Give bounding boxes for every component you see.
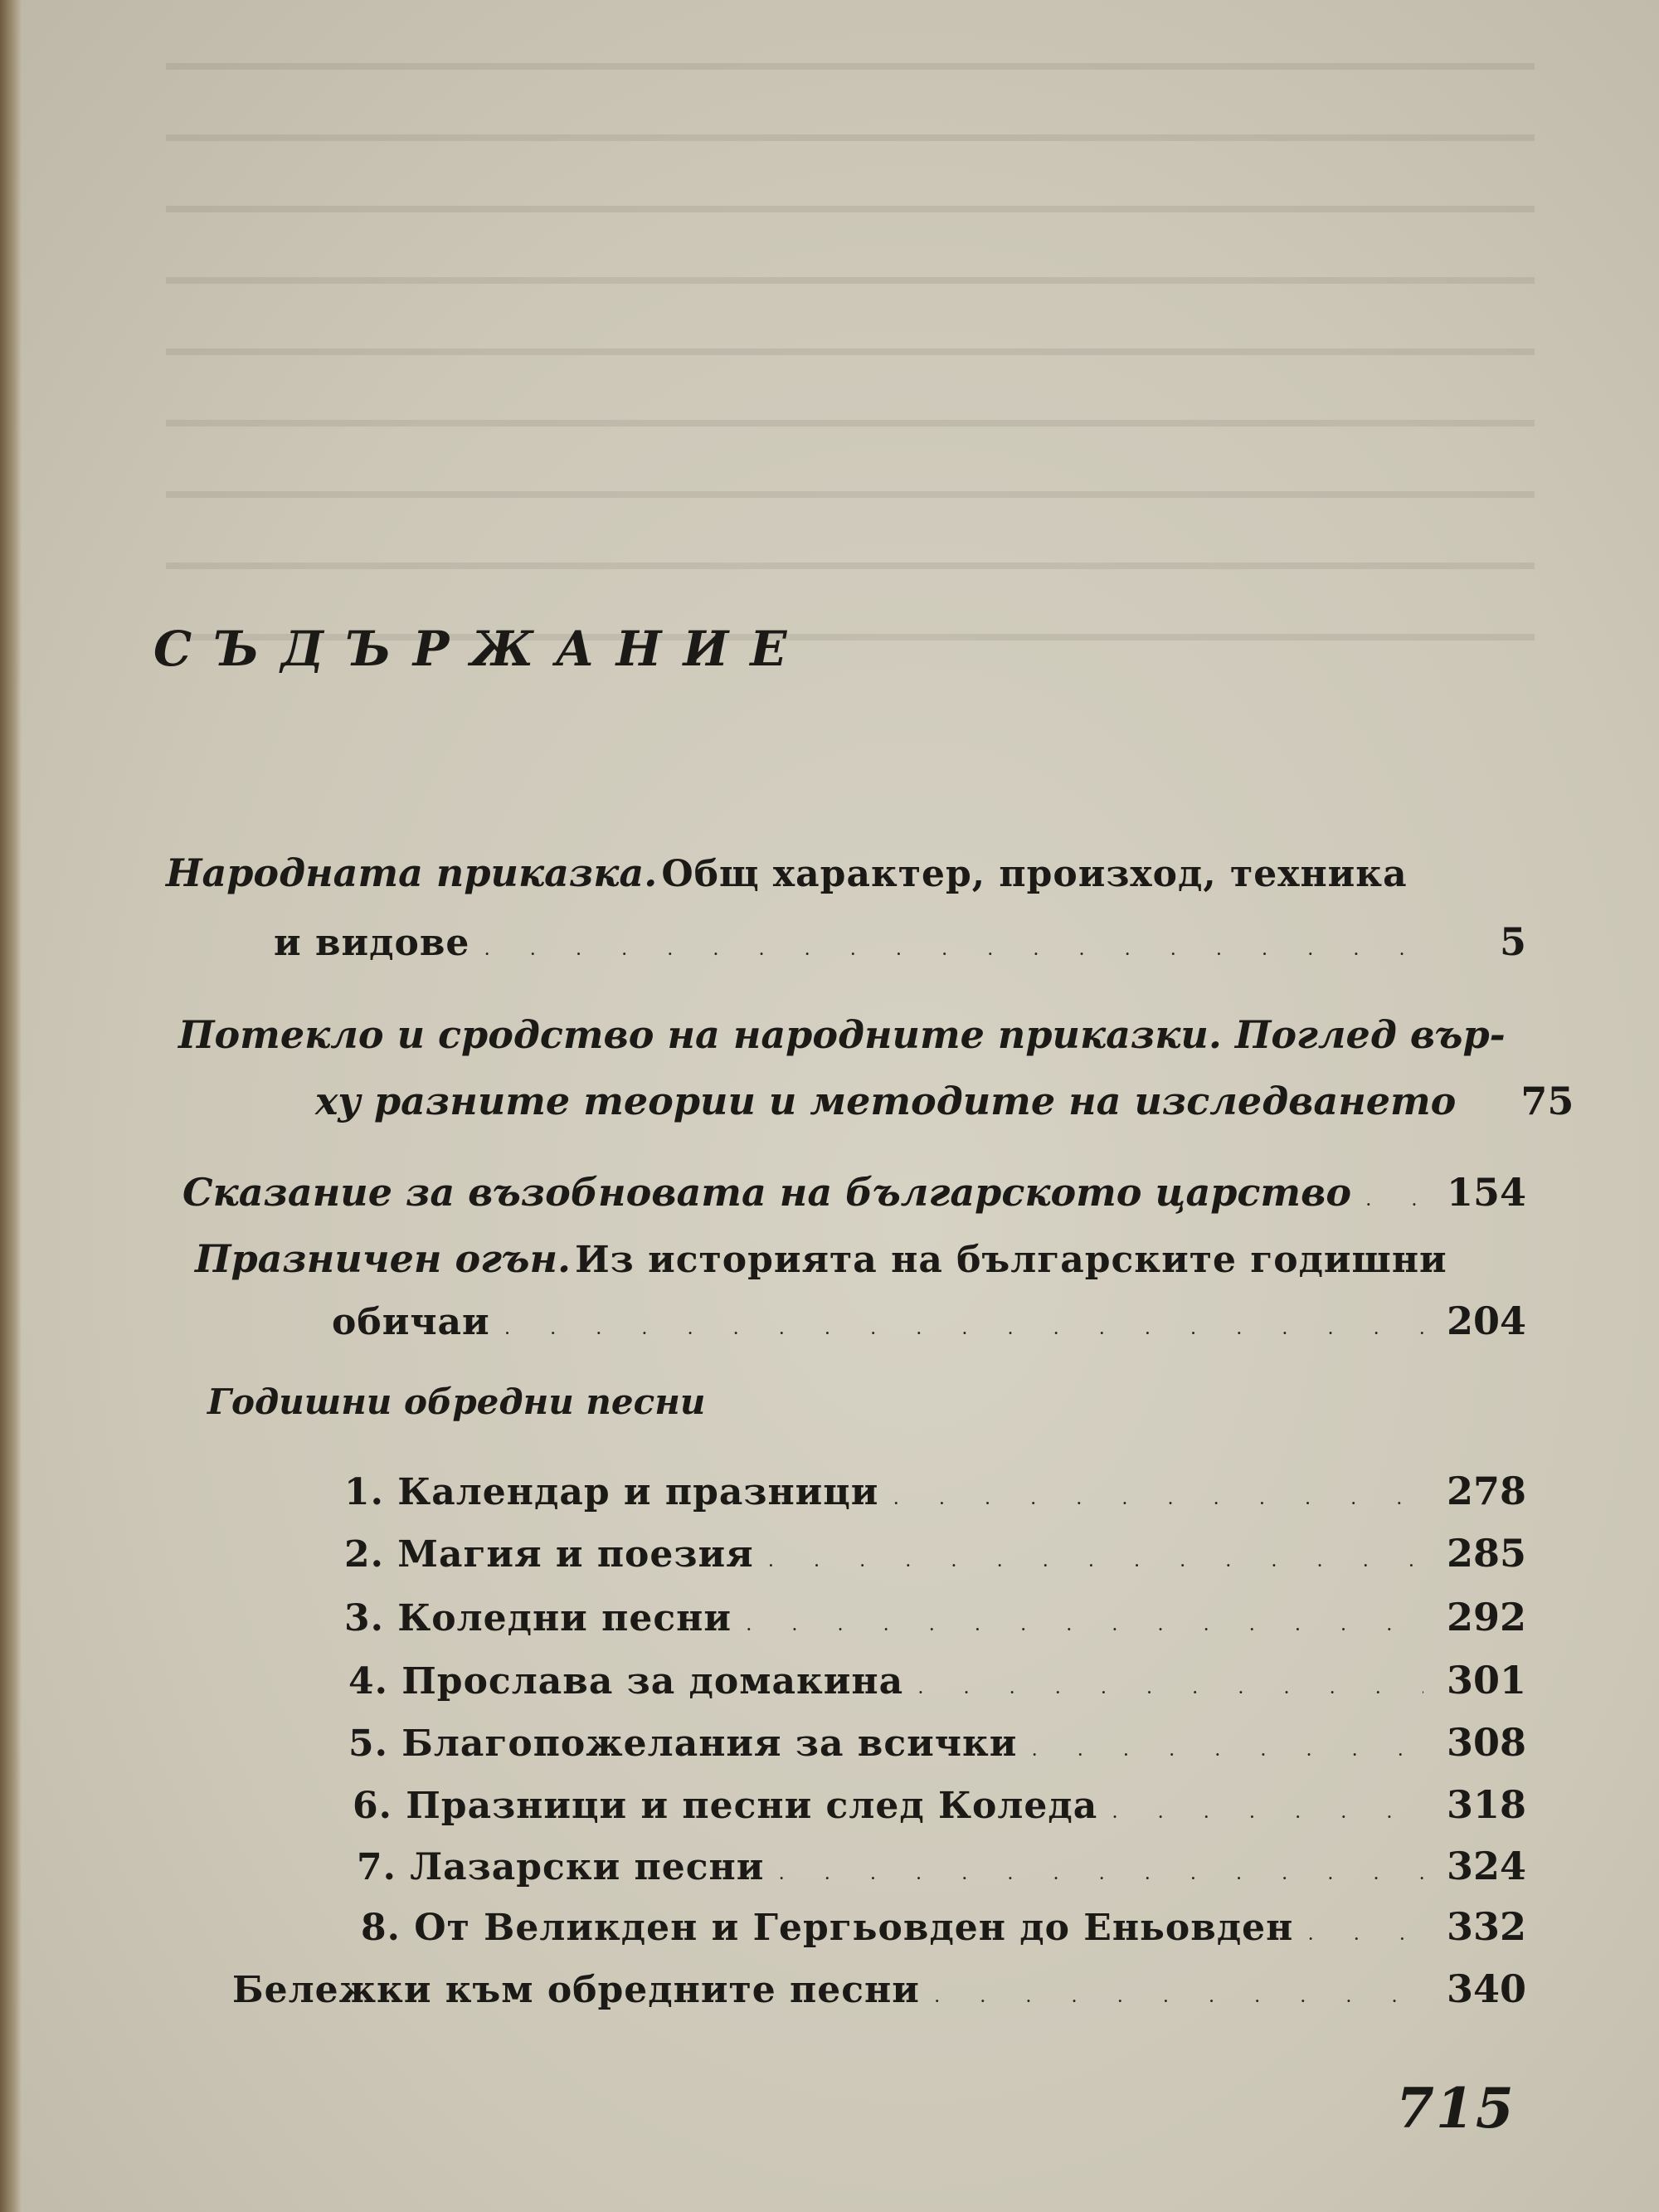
dot-leader <box>1293 1927 1423 1943</box>
dot-leader <box>920 1990 1423 2005</box>
page-title: СЪДЪРЖАНИЕ <box>153 621 809 677</box>
toc-sub-entry-label: 3. Коледни песни <box>344 1597 732 1640</box>
toc-sub-entry-8[interactable] <box>361 1904 1526 1949</box>
toc-sub-entry-5[interactable] <box>348 1720 1526 1765</box>
toc-sub-entry-1[interactable] <box>344 1469 1526 1513</box>
toc-entry-4-italic: Празничен огън. <box>195 1236 572 1281</box>
toc-entry-2-italic: Потекло и сродство на народните приказки. Поглед вър- <box>178 1012 1506 1057</box>
dot-leader <box>1017 1743 1423 1759</box>
toc-entry-1-italic: Народната приказка. <box>166 850 658 895</box>
toc-entry-3-label: Сказание за възобновата на българското царство <box>182 1170 1351 1215</box>
dot-leader <box>469 943 1423 958</box>
dot-leader <box>1456 1102 1471 1118</box>
dot-leader <box>1351 1193 1423 1209</box>
dot-leader <box>878 1492 1423 1508</box>
dot-leader <box>1097 1805 1423 1821</box>
toc-sub-entry-page: 301 <box>1446 1658 1526 1703</box>
toc-sub-entry-label: 2. Магия и поезия <box>344 1533 754 1576</box>
toc-sub-entry-label: 6. Празници и песни след Коледа <box>353 1785 1098 1827</box>
toc-entry-2[interactable] <box>315 1079 1574 1123</box>
dot-leader <box>732 1618 1423 1634</box>
toc-entry-2-heading <box>178 1012 1506 1057</box>
toc-entry-3[interactable] <box>182 1170 1526 1215</box>
toc-sub-entry-page: 308 <box>1446 1720 1526 1765</box>
toc-entry-3-page: 154 <box>1446 1170 1526 1215</box>
toc-entry-1[interactable] <box>274 919 1526 964</box>
toc-sub-entry-2[interactable] <box>344 1531 1526 1576</box>
toc-sub-entry-label: 7. Лазарски песни <box>357 1846 765 1888</box>
toc-sub-entry-label: 4. Прослава за домакина <box>348 1660 904 1703</box>
toc-notes-page: 340 <box>1446 1966 1526 2011</box>
toc-sub-entry-page: 285 <box>1446 1531 1526 1576</box>
toc-sub-entry-7[interactable] <box>357 1844 1526 1888</box>
toc-section-label: Годишни обредни песни <box>207 1381 706 1422</box>
toc-sub-entry-page: 324 <box>1446 1844 1526 1888</box>
toc-sub-entry-3[interactable] <box>344 1595 1526 1640</box>
toc-section-heading <box>207 1381 705 1422</box>
toc-sub-entry-page: 318 <box>1446 1782 1526 1827</box>
toc-sub-entry-label: 5. Благопожелания за всички <box>348 1722 1018 1765</box>
dot-leader <box>764 1867 1423 1883</box>
dot-leader <box>754 1554 1423 1570</box>
page-number: 715 <box>1396 2076 1515 2141</box>
toc-entry-1-heading <box>166 850 1408 895</box>
toc-entry-4-roman: Из историята на българските годишни <box>575 1239 1447 1281</box>
toc-notes-entry[interactable] <box>232 1966 1526 2011</box>
toc-sub-entry-label: 8. От Великден и Гергьовден до Еньовден <box>361 1907 1294 1949</box>
toc-notes-label: Бележки към обредните песни <box>232 1969 920 2011</box>
dot-leader <box>490 1322 1423 1337</box>
toc-entry-4-label: обичаи <box>332 1301 490 1343</box>
toc-sub-entry-6[interactable] <box>353 1782 1526 1827</box>
toc-sub-entry-label: 1. Календар и празници <box>344 1471 879 1513</box>
toc-entry-4-page: 204 <box>1446 1298 1526 1343</box>
dot-leader <box>903 1681 1423 1697</box>
toc-entry-1-label: и видове <box>274 922 470 964</box>
toc-sub-entry-page: 332 <box>1446 1904 1526 1949</box>
toc-sub-entry-page: 278 <box>1446 1469 1526 1513</box>
toc-sub-entry-page: 292 <box>1446 1595 1526 1640</box>
toc-entry-2-label: ху разните теории и методите на изследването <box>315 1079 1457 1123</box>
toc-entry-4-heading <box>195 1236 1447 1281</box>
toc-entry-1-page: 5 <box>1499 919 1526 964</box>
toc-entry-2-page: 75 <box>1520 1079 1574 1123</box>
toc-entry-1-roman: Общ характер, произход, техника <box>661 853 1408 895</box>
toc-entry-4[interactable] <box>332 1298 1526 1343</box>
toc-sub-entry-4[interactable] <box>348 1658 1526 1703</box>
